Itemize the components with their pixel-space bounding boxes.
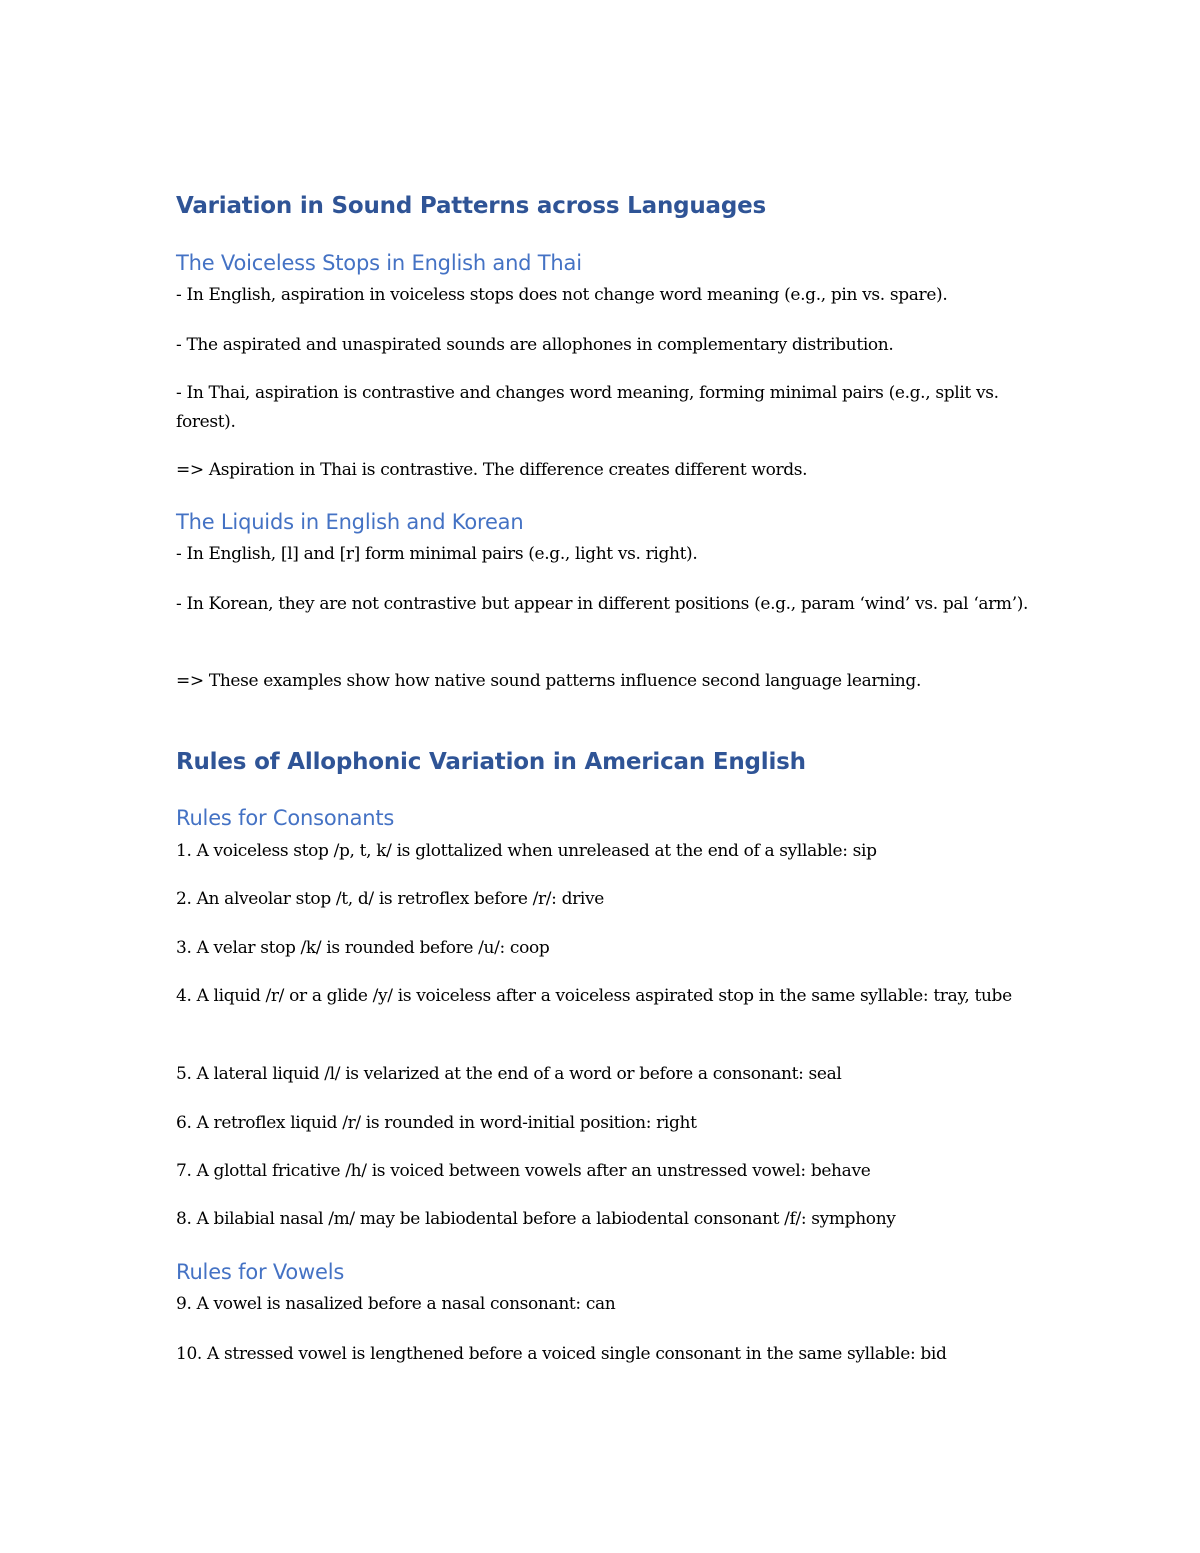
paragraph: - In Korean, they are not contrastive but appear in different positions (e.g., param ‘wind’ vs. pal ‘arm’). — [176, 594, 1029, 614]
section-title-allophonic-variation: Rules of Allophonic Variation in American English — [176, 749, 806, 775]
paragraph: - In English, aspiration in voiceless stops does not change word meaning (e.g., pin vs. spare). — [176, 285, 948, 305]
rule-item: 1. A voiceless stop /p, t, k/ is glottalized when unreleased at the end of a syllable: sip — [176, 841, 877, 861]
paragraph: => Aspiration in Thai is contrastive. The difference creates different words. — [176, 460, 808, 480]
heading-consonants: Rules for Consonants — [176, 806, 395, 830]
rule-item: 7. A glottal fricative /h/ is voiced between vowels after an unstressed vowel: behave — [176, 1161, 871, 1181]
rule-item: 3. A velar stop /k/ is rounded before /u/: coop — [176, 938, 550, 958]
paragraph: - The aspirated and unaspirated sounds are allophones in complementary distribution. — [176, 335, 894, 355]
heading-liquids: The Liquids in English and Korean — [176, 510, 524, 534]
rule-item: 10. A stressed vowel is lengthened before a voiced single consonant in the same syllable: bid — [176, 1344, 947, 1364]
paragraph: - In Thai, aspiration is contrastive and changes word meaning, forming minimal pairs (e.g., split vs. forest). — [176, 383, 999, 432]
rule-item: 5. A lateral liquid /l/ is velarized at the end of a word or before a consonant: seal — [176, 1064, 842, 1084]
rule-item: 4. A liquid /r/ or a glide /y/ is voiceless after a voiceless aspirated stop in the same syllable: tray, tube — [176, 986, 1012, 1006]
heading-voiceless-stops: The Voiceless Stops in English and Thai — [176, 251, 582, 275]
paragraph: - In English, [l] and [r] form minimal pairs (e.g., light vs. right). — [176, 544, 698, 564]
rule-item: 6. A retroflex liquid /r/ is rounded in word-initial position: right — [176, 1113, 697, 1133]
heading-vowels: Rules for Vowels — [176, 1260, 345, 1284]
rule-item: 8. A bilabial nasal /m/ may be labiodental before a labiodental consonant /f/: symphony — [176, 1209, 896, 1229]
rule-item: 9. A vowel is nasalized before a nasal consonant: can — [176, 1294, 616, 1314]
section-title-sound-patterns: Variation in Sound Patterns across Languages — [176, 193, 767, 219]
rule-item: 2. An alveolar stop /t, d/ is retroflex before /r/: drive — [176, 889, 604, 909]
paragraph: => These examples show how native sound patterns influence second language learning. — [176, 671, 921, 691]
